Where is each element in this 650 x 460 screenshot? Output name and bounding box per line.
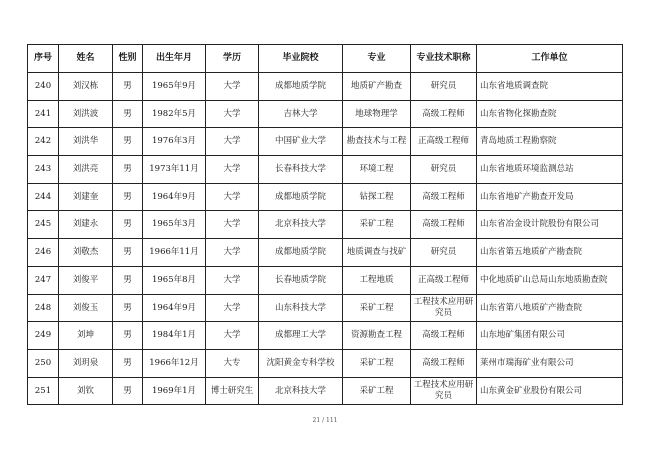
header-cell: 专业 — [343, 45, 411, 73]
table-cell: 研究员 — [411, 239, 477, 267]
table-row — [28, 211, 623, 239]
table-cell: 1984年1月 — [143, 322, 206, 350]
table-cell: 地质矿产勘查 — [343, 73, 411, 101]
table-cell: 刘坤 — [59, 322, 113, 350]
table-cell: 吉林大学 — [259, 100, 343, 128]
table-cell: 山东省冶金设计院股份有限公司 — [477, 211, 623, 239]
table-cell: 1965年3月 — [143, 211, 206, 239]
table-cell: 刘洪波 — [59, 100, 113, 128]
table-row — [28, 266, 623, 294]
table-cell: 241 — [28, 100, 59, 128]
table-cell: 山东省第八地质矿产勘查院 — [477, 294, 623, 322]
table-row — [28, 349, 623, 377]
table-cell: 山东省地质调查院 — [477, 73, 623, 101]
table-cell: 研究员 — [411, 73, 477, 101]
table-cell: 长春科技大学 — [259, 156, 343, 184]
table-cell: 刘玥泉 — [59, 349, 113, 377]
table-cell: 工程地质 — [343, 266, 411, 294]
table-cell: 男 — [113, 349, 143, 377]
table-cell: 大学 — [206, 294, 259, 322]
table-cell: 245 — [28, 211, 59, 239]
personnel-table — [27, 44, 623, 405]
table-cell: 中国矿业大学 — [259, 128, 343, 156]
table-cell: 男 — [113, 100, 143, 128]
header-cell: 毕业院校 — [259, 45, 343, 73]
table-cell: 北京科技大学 — [259, 211, 343, 239]
table-cell: 1982年5月 — [143, 100, 206, 128]
table-cell: 成都地质学院 — [259, 239, 343, 267]
table-cell: 250 — [28, 349, 59, 377]
table-cell: 男 — [113, 73, 143, 101]
table-cell: 山东地矿集团有限公司 — [477, 322, 623, 350]
table-cell: 莱州市瑞海矿业有限公司 — [477, 349, 623, 377]
table-cell: 男 — [113, 239, 143, 267]
table-cell: 刘俊玉 — [59, 294, 113, 322]
table-row — [28, 128, 623, 156]
table-cell: 刘建永 — [59, 211, 113, 239]
table-cell: 采矿工程 — [343, 349, 411, 377]
table-cell: 钻探工程 — [343, 183, 411, 211]
table-cell: 男 — [113, 211, 143, 239]
table-row — [28, 100, 623, 128]
table-cell: 山东省物化探勘查院 — [477, 100, 623, 128]
table-row — [28, 239, 623, 267]
table-cell: 中化地质矿山总局山东地质勘查院 — [477, 266, 623, 294]
table-cell: 地球物理学 — [343, 100, 411, 128]
table-cell: 男 — [113, 156, 143, 184]
table-cell: 工程技术应用研究员 — [411, 294, 477, 322]
table-cell: 成都地质学院 — [259, 183, 343, 211]
table-cell: 环境工程 — [343, 156, 411, 184]
table-cell: 正高级工程师 — [411, 128, 477, 156]
table-cell: 大学 — [206, 73, 259, 101]
table-cell: 山东省地矿产勘查开发局 — [477, 183, 623, 211]
table-cell: 成都地质学院 — [259, 73, 343, 101]
header-row — [28, 45, 623, 73]
table-cell: 1966年11月 — [143, 239, 206, 267]
table-cell: 山东科技大学 — [259, 294, 343, 322]
table-cell: 地质调查与找矿 — [343, 239, 411, 267]
table-cell: 大学 — [206, 156, 259, 184]
header-cell: 序号 — [28, 45, 59, 73]
table-cell: 大学 — [206, 211, 259, 239]
table-cell: 1966年12月 — [143, 349, 206, 377]
header-cell: 专业技术职称 — [411, 45, 477, 73]
table-cell: 247 — [28, 266, 59, 294]
table-cell: 高级工程师 — [411, 349, 477, 377]
table-cell: 长春地质学院 — [259, 266, 343, 294]
table-cell: 刘俊平 — [59, 266, 113, 294]
header-cell: 性别 — [113, 45, 143, 73]
table-cell: 博士研究生 — [206, 377, 259, 405]
table-cell: 男 — [113, 266, 143, 294]
table-cell: 刘建奎 — [59, 183, 113, 211]
table-cell: 大学 — [206, 100, 259, 128]
table-cell: 北京科技大学 — [259, 377, 343, 405]
table-cell: 工程技术应用研究员 — [411, 377, 477, 405]
table-cell: 研究员 — [411, 156, 477, 184]
table-cell: 山东黄金矿业股份有限公司 — [477, 377, 623, 405]
table-cell: 男 — [113, 322, 143, 350]
table-cell: 大学 — [206, 266, 259, 294]
table-cell: 1964年9月 — [143, 183, 206, 211]
table-cell: 高级工程师 — [411, 183, 477, 211]
table-cell: 1973年11月 — [143, 156, 206, 184]
table-row — [28, 322, 623, 350]
header-cell: 学历 — [206, 45, 259, 73]
table-cell: 高级工程师 — [411, 100, 477, 128]
table-cell: 248 — [28, 294, 59, 322]
table-row — [28, 294, 623, 322]
table-cell: 246 — [28, 239, 59, 267]
table-cell: 大学 — [206, 322, 259, 350]
table-cell: 刘敬杰 — [59, 239, 113, 267]
table-cell: 高级工程师 — [411, 322, 477, 350]
table-cell: 1965年8月 — [143, 266, 206, 294]
table-cell: 采矿工程 — [343, 294, 411, 322]
table-cell: 男 — [113, 183, 143, 211]
table-cell: 刘汉栋 — [59, 73, 113, 101]
table-cell: 1965年9月 — [143, 73, 206, 101]
page-number: 21 / 111 — [312, 417, 338, 424]
header-cell: 姓名 — [59, 45, 113, 73]
table-cell: 242 — [28, 128, 59, 156]
table-cell: 山东省第五地质矿产勘查院 — [477, 239, 623, 267]
table-cell: 男 — [113, 377, 143, 405]
table-cell: 249 — [28, 322, 59, 350]
table-row — [28, 183, 623, 211]
table-cell: 正高级工程师 — [411, 266, 477, 294]
table-cell: 大学 — [206, 128, 259, 156]
table-cell: 1976年3月 — [143, 128, 206, 156]
table-cell: 大专 — [206, 349, 259, 377]
table-cell: 244 — [28, 183, 59, 211]
header-cell: 出生年月 — [143, 45, 206, 73]
table-cell: 采矿工程 — [343, 377, 411, 405]
table-cell: 勘查技术与工程 — [343, 128, 411, 156]
table-row — [28, 73, 623, 101]
table-cell: 高级工程师 — [411, 211, 477, 239]
table-cell: 243 — [28, 156, 59, 184]
table-cell: 刘钦 — [59, 377, 113, 405]
table-cell: 男 — [113, 294, 143, 322]
table-row — [28, 377, 623, 405]
table-cell: 刘洪亮 — [59, 156, 113, 184]
table-cell: 1969年1月 — [143, 377, 206, 405]
table-cell: 青岛地质工程勘察院 — [477, 128, 623, 156]
table-row — [28, 156, 623, 184]
table-cell: 采矿工程 — [343, 211, 411, 239]
table-cell: 大学 — [206, 239, 259, 267]
table-cell: 成都理工大学 — [259, 322, 343, 350]
table-cell: 大学 — [206, 183, 259, 211]
table-cell: 刘洪华 — [59, 128, 113, 156]
table-body — [28, 73, 623, 405]
table-cell: 男 — [113, 128, 143, 156]
table-cell: 240 — [28, 73, 59, 101]
header-cell: 工作单位 — [477, 45, 623, 73]
table-cell: 资源勘查工程 — [343, 322, 411, 350]
table-cell: 沈阳黄金专科学校 — [259, 349, 343, 377]
table-cell: 251 — [28, 377, 59, 405]
table-cell: 1964年9月 — [143, 294, 206, 322]
table-cell: 山东省地质环境监测总站 — [477, 156, 623, 184]
